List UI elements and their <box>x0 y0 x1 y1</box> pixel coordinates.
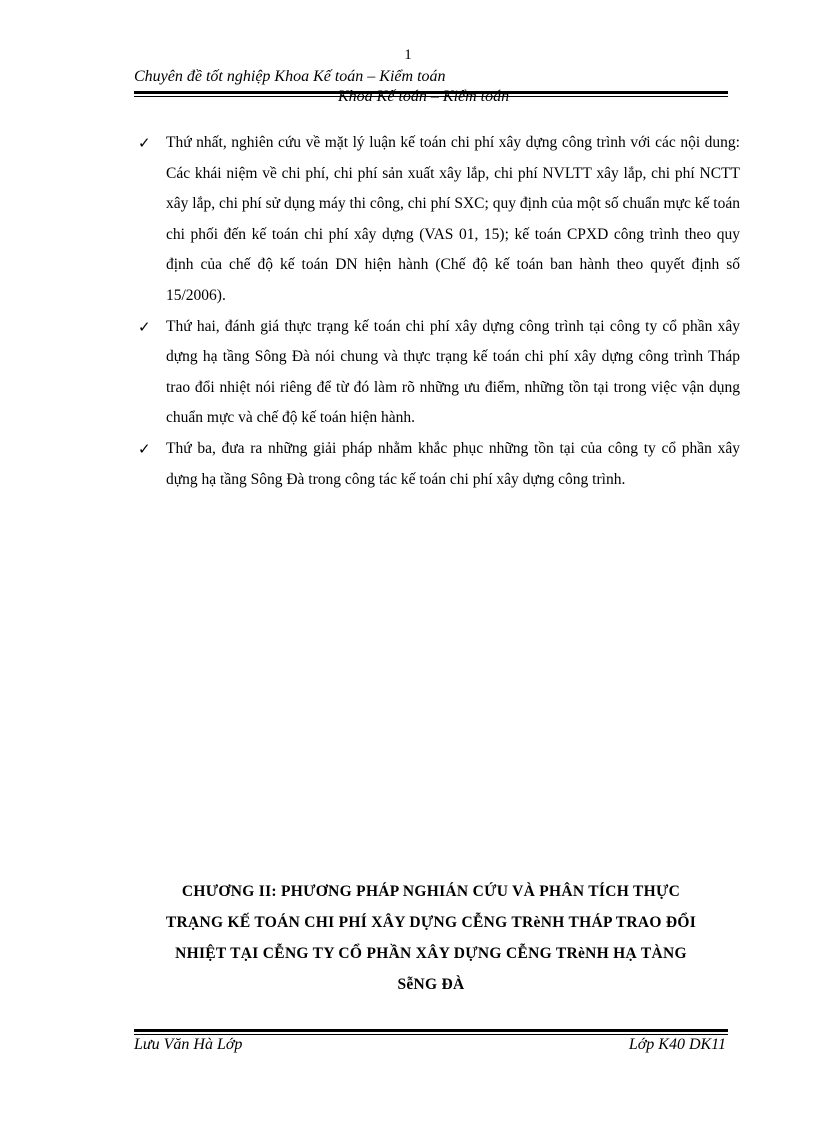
bullet-item <box>134 128 740 312</box>
bullet-list <box>134 128 740 495</box>
chapter-heading-line: TRẠNG KẾ TOÁN CHI PHÍ XÂY DỰNG CỄNG TRèNH THÁP TRAO ĐỔI <box>165 914 697 931</box>
check-mark-icon: ✓ <box>138 439 151 458</box>
footer-rule-thin <box>134 1034 728 1035</box>
chapter-heading-line: CHƯƠNG II: PHƯƠNG PHÁP NGHIÁN CỨU VÀ PHÂN TÍCH THỰC <box>181 883 681 900</box>
check-mark-icon: ✓ <box>138 317 151 336</box>
check-mark-icon: ✓ <box>138 134 151 152</box>
chapter-heading-line: NHIỆT TẠI CỄNG TY CỔ PHẦN XÂY DỰNG CỄNG TRèNH HẠ TÀNG <box>175 945 687 962</box>
bullet-text: Thứ nhất, nghiên cứu về mặt lý luận kế toán chi phí xây dựng công trình với các nội dung: Các khái niệm về chi phí, chi phí sản xuất xây lắp, chi phí NVLTT xây lắp, chi phí NCTT xây lắp, chi phí sử dụng máy thi công, chi phí SXC; quy định của một số chuẩn mực kế toán chi phối đến kế toán chi phí xây dựng (VAS 01, 15); kế toán CPXD công trình theo quy định của chế độ kế toán DN hiện hành (Chế độ kế toán ban hành theo quyết định số 15/2006). <box>166 134 740 304</box>
bullet-item <box>134 312 740 434</box>
footer-author: Lưu Văn Hà Lớp <box>134 1036 243 1053</box>
page-number: 1 <box>404 47 412 63</box>
bullet-text: Thứ ba, đưa ra những giải pháp nhằm khắc phục những tồn tại của công ty cổ phần xây dựng hạ tầng Sông Đà trong công tác kế toán chi phí xây dựng công trình. <box>166 439 740 488</box>
footer-rule-thick <box>134 1029 728 1032</box>
chapter-heading-line: SễNG ĐÀ <box>397 976 465 993</box>
header-overlap-text: Khoa Kế toán – Kiểm toán <box>338 88 510 105</box>
bullet-text: Thứ hai, đánh giá thực trạng kế toán chi phí xây dựng công trình tại công ty cổ phần xây dựng hạ tầng Sông Đà nói chung và thực trạng kế toán chi phí xây dựng công trình Tháp trao đổi nhiệt nói riêng để từ đó làm rõ những ưu điểm, những tồn tại trong việc vận dụng chuẩn mực và chế độ kế toán hiện hành. <box>166 317 740 427</box>
bullet-item <box>134 434 740 495</box>
chapter-heading <box>134 876 728 1000</box>
header-title: Chuyên đề tốt nghiệp Khoa Kế toán – Kiểm toán <box>134 68 446 85</box>
footer-class: Lớp K40 DK11 <box>628 1036 726 1053</box>
